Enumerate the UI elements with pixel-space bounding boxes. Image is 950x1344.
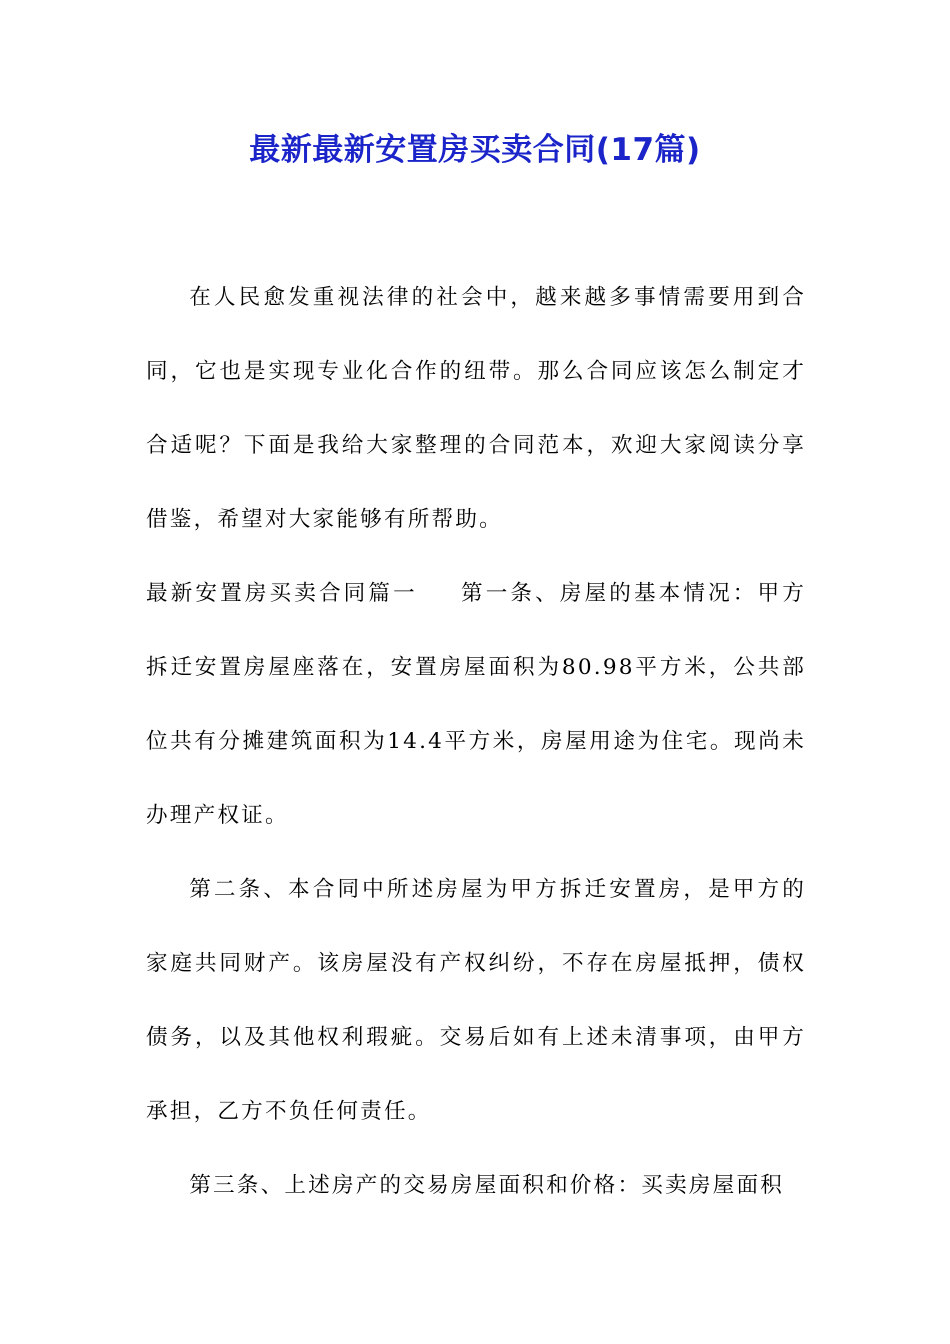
intro-paragraph: 在人民愈发重视法律的社会中，越来越多事情需要用到合同，它也是实现专业化合作的纽带。那么合同应该怎么制定才合适呢？下面是我给大家整理的合同范本，欢迎大家阅读分享借鉴，希望对大家能够有所帮助。 (146, 285, 806, 532)
document-body (146, 261, 806, 1223)
article-1-text: 第一条、房屋的基本情况：甲方拆迁安置房屋座落在，安置房屋面积为80.98平方米，公共部位共有分摊建筑面积为14.4平方米，房屋用途为住宅。现尚未办理产权证。 (146, 581, 806, 828)
article-2-paragraph: 第二条、本合同中所述房屋为甲方拆迁安置房，是甲方的家庭共同财产。该房屋没有产权纠纷，不存在房屋抵押，债权债务，以及其他权利瑕疵。交易后如有上述未清事项，由甲方承担，乙方不负任何责任。 (146, 877, 806, 1124)
section-heading: 最新安置房买卖合同篇一 (146, 581, 418, 606)
article-1-paragraph (146, 557, 806, 853)
article-3-paragraph: 第三条、上述房产的交易房屋面积和价格：买卖房屋面积 (189, 1173, 785, 1198)
document-title: 最新最新安置房买卖合同(17篇) (249, 132, 701, 168)
